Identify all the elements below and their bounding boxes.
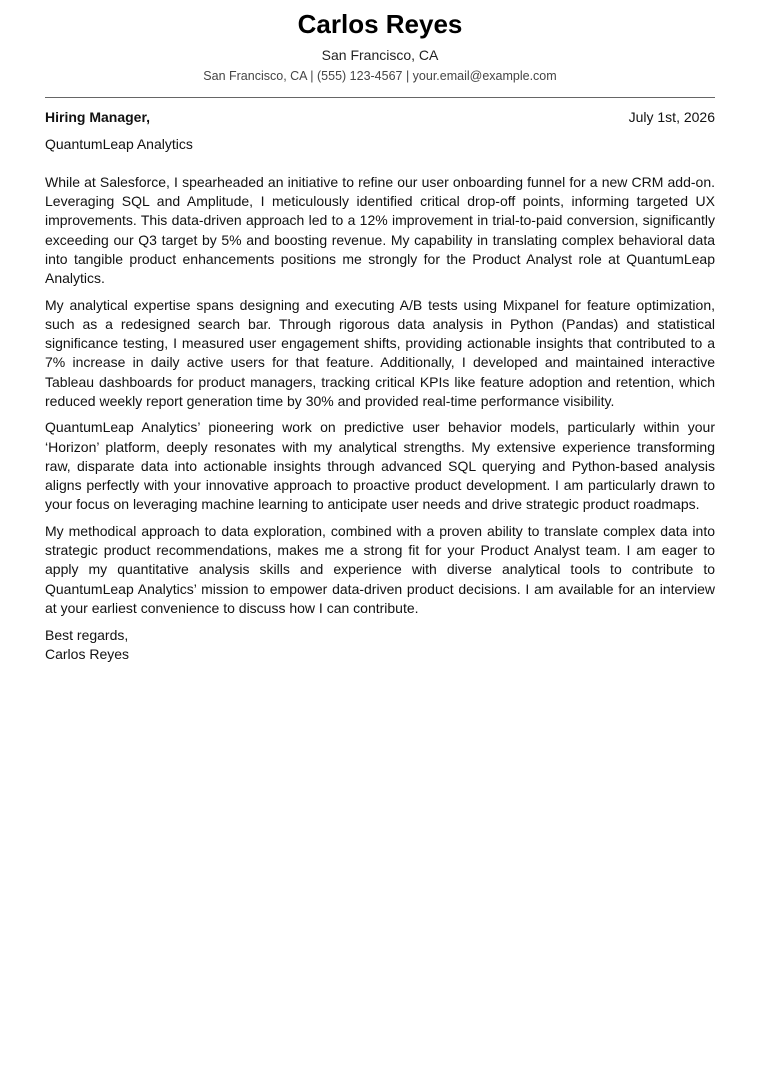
contact-line: San Francisco, CA | (555) 123-4567 | your.email@example.com — [203, 69, 557, 83]
recipient-row — [45, 108, 715, 126]
sign-off: Best regards, — [45, 626, 129, 643]
letter-closing — [45, 626, 715, 664]
letter-date: July 1st, 2026 — [628, 109, 715, 125]
letter-body — [45, 173, 715, 618]
salutation: Hiring Manager, — [45, 109, 151, 125]
body-paragraph-2: My analytical expertise spans designing and executing A/B tests using Mixpanel for feature optimization, such as a redesigned search bar. Through rigorous data analysis in Python (Pandas) and statistical significance testing, I measured user engagement shifts, providing actionable insights that contributed to a 7% increase in daily active users for that feature. Additionally, I developed and maintained interactive Tableau dashboards for product managers, tracking critical KPIs like feature adoption and retention, which reduced weekly report generation time by 30% and provided real-time performance visibility. — [45, 296, 715, 409]
body-paragraph-4: My methodical approach to data exploration, combined with a proven ability to translate complex data into strategic product recommendations, makes me a strong fit for your Product Analyst team. I am eager to apply my quantitative analysis skills and experience with diverse analytical tools to contribute to QuantumLeap Analytics’ mission to empower data-driven product decisions. I am available for an interview at your earliest convenience to discuss how I can contribute. — [45, 522, 715, 616]
applicant-location: San Francisco, CA — [321, 47, 439, 63]
letter-header — [45, 8, 715, 85]
header-divider — [45, 97, 715, 98]
signature-name: Carlos Reyes — [45, 646, 130, 663]
body-paragraph-1: While at Salesforce, I spearheaded an initiative to refine our user onboarding funnel for a new CRM add-on. Leveraging SQL and Amplitude, I meticulously identified critical drop-off points, informing targeted UX improvements. This data-driven approach led to a 12% improvement in trial-to-paid conversion, significantly exceeding our Q3 target by 5% and boosting revenue. My capability in translating complex behavioral data into tangible product enhancements positions me strongly for the Product Analyst role at QuantumLeap Analytics. — [45, 174, 715, 287]
recipient-company: QuantumLeap Analytics — [45, 136, 193, 152]
applicant-name: Carlos Reyes — [297, 9, 463, 39]
body-paragraph-3: QuantumLeap Analytics’ pioneering work on predictive user behavior models, particularly within your ‘Horizon’ platform, deeply resonates with my analytical strengths. My extensive experience transforming raw, disparate data into actionable insights through advanced SQL querying and Python-based analysis aligns perfectly with your innovative approach to proactive product development. I am particularly drawn to your focus on leveraging machine learning to anticipate user needs and drive strategic product roadmaps. — [45, 419, 715, 513]
